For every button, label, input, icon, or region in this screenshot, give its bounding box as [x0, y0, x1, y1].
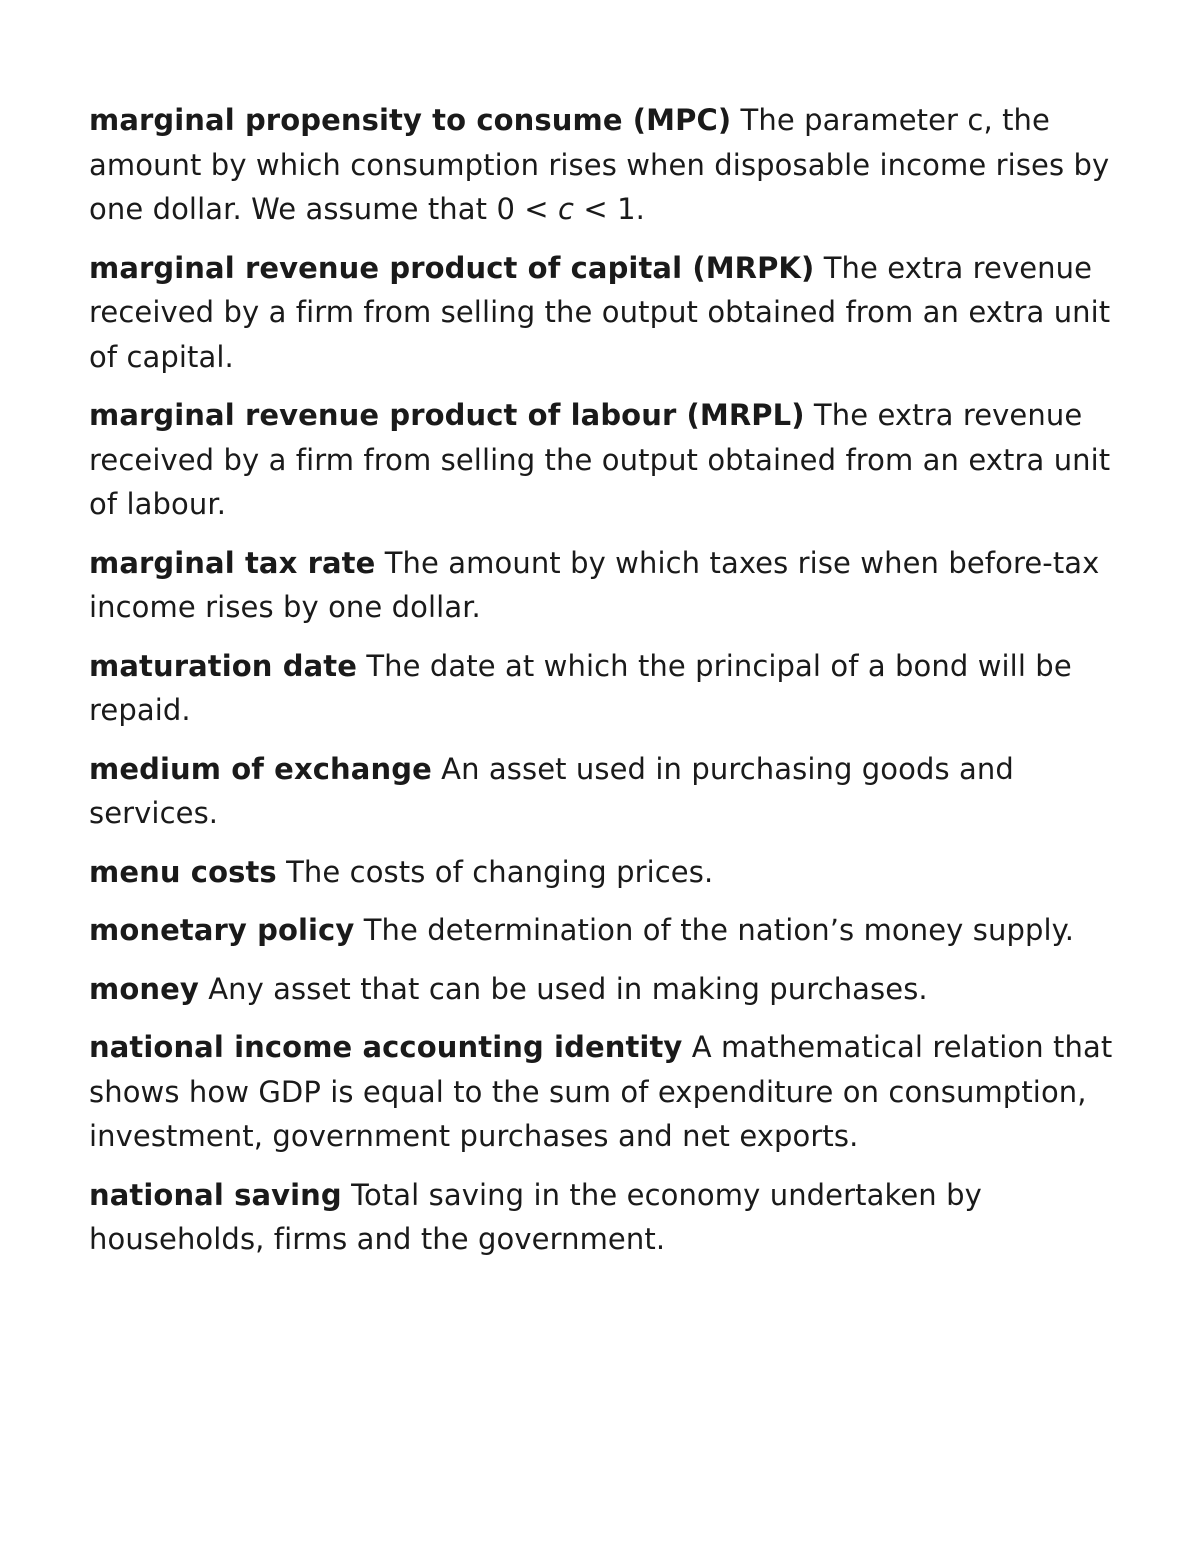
- glossary-page: [89, 98, 1119, 1276]
- glossary-definition: An asset used in purchasing goods and services.: [89, 751, 1014, 830]
- glossary-definition: Total saving in the economy undertaken by households, firms and the government.: [89, 1177, 982, 1256]
- glossary-definition: The determination of the nation’s money supply.: [363, 913, 1075, 947]
- glossary-term: marginal revenue product of labour (MRPL): [89, 398, 805, 432]
- glossary-definition-variable: c: [558, 192, 575, 226]
- glossary-definition: Any asset that can be used in making purchases.: [208, 971, 928, 1006]
- glossary-entry-mrpl: [89, 393, 1119, 527]
- glossary-term: marginal revenue product of capital (MRPK): [89, 250, 815, 285]
- glossary-entry-maturation-date: [89, 644, 1119, 733]
- glossary-definition: The extra revenue received by a firm from selling the output obtained from an extra unit of capital.: [89, 250, 1111, 374]
- glossary-term: marginal tax rate: [89, 545, 376, 580]
- glossary-entry-marginal-tax-rate: [89, 541, 1119, 630]
- glossary-term: medium of exchange: [89, 751, 432, 786]
- glossary-definition: The date at which the principal of a bond will be repaid.: [89, 648, 1072, 727]
- glossary-definition: A mathematical relation that shows how GDP is equal to the sum of expenditure on consumption, investment, government purchases and net exports.: [89, 1030, 1113, 1153]
- glossary-term: money: [89, 971, 199, 1006]
- glossary-term: national income accounting identity: [89, 1030, 683, 1064]
- glossary-definition-end: < 1.: [574, 192, 645, 226]
- glossary-definition: The amount by which taxes rise when before-tax income rises by one dollar.: [89, 545, 1100, 624]
- glossary-term: national saving: [89, 1177, 342, 1212]
- glossary-entry-national-saving: [89, 1173, 1119, 1262]
- glossary-entry-mrpk: [89, 246, 1119, 380]
- glossary-term: marginal propensity to consume (MPC): [89, 103, 732, 137]
- glossary-entry-national-income-accounting-identity: [89, 1025, 1119, 1159]
- glossary-entry-mpc: [89, 98, 1119, 232]
- glossary-term: menu costs: [89, 854, 277, 889]
- glossary-definition: The parameter c, the amount by which consumption rises when disposable income rises by one dollar. We assume that 0 <: [89, 103, 1110, 226]
- glossary-entry-menu-costs: [89, 850, 1119, 895]
- glossary-entry-medium-of-exchange: [89, 747, 1119, 836]
- glossary-term: monetary policy: [89, 913, 355, 947]
- glossary-definition: The extra revenue received by a firm from selling the output obtained from an extra unit of labour.: [89, 398, 1111, 521]
- glossary-entry-money: [89, 967, 1119, 1012]
- glossary-definition: The costs of changing prices.: [286, 854, 714, 889]
- glossary-entry-monetary-policy: [89, 908, 1119, 953]
- glossary-term: maturation date: [89, 648, 357, 683]
